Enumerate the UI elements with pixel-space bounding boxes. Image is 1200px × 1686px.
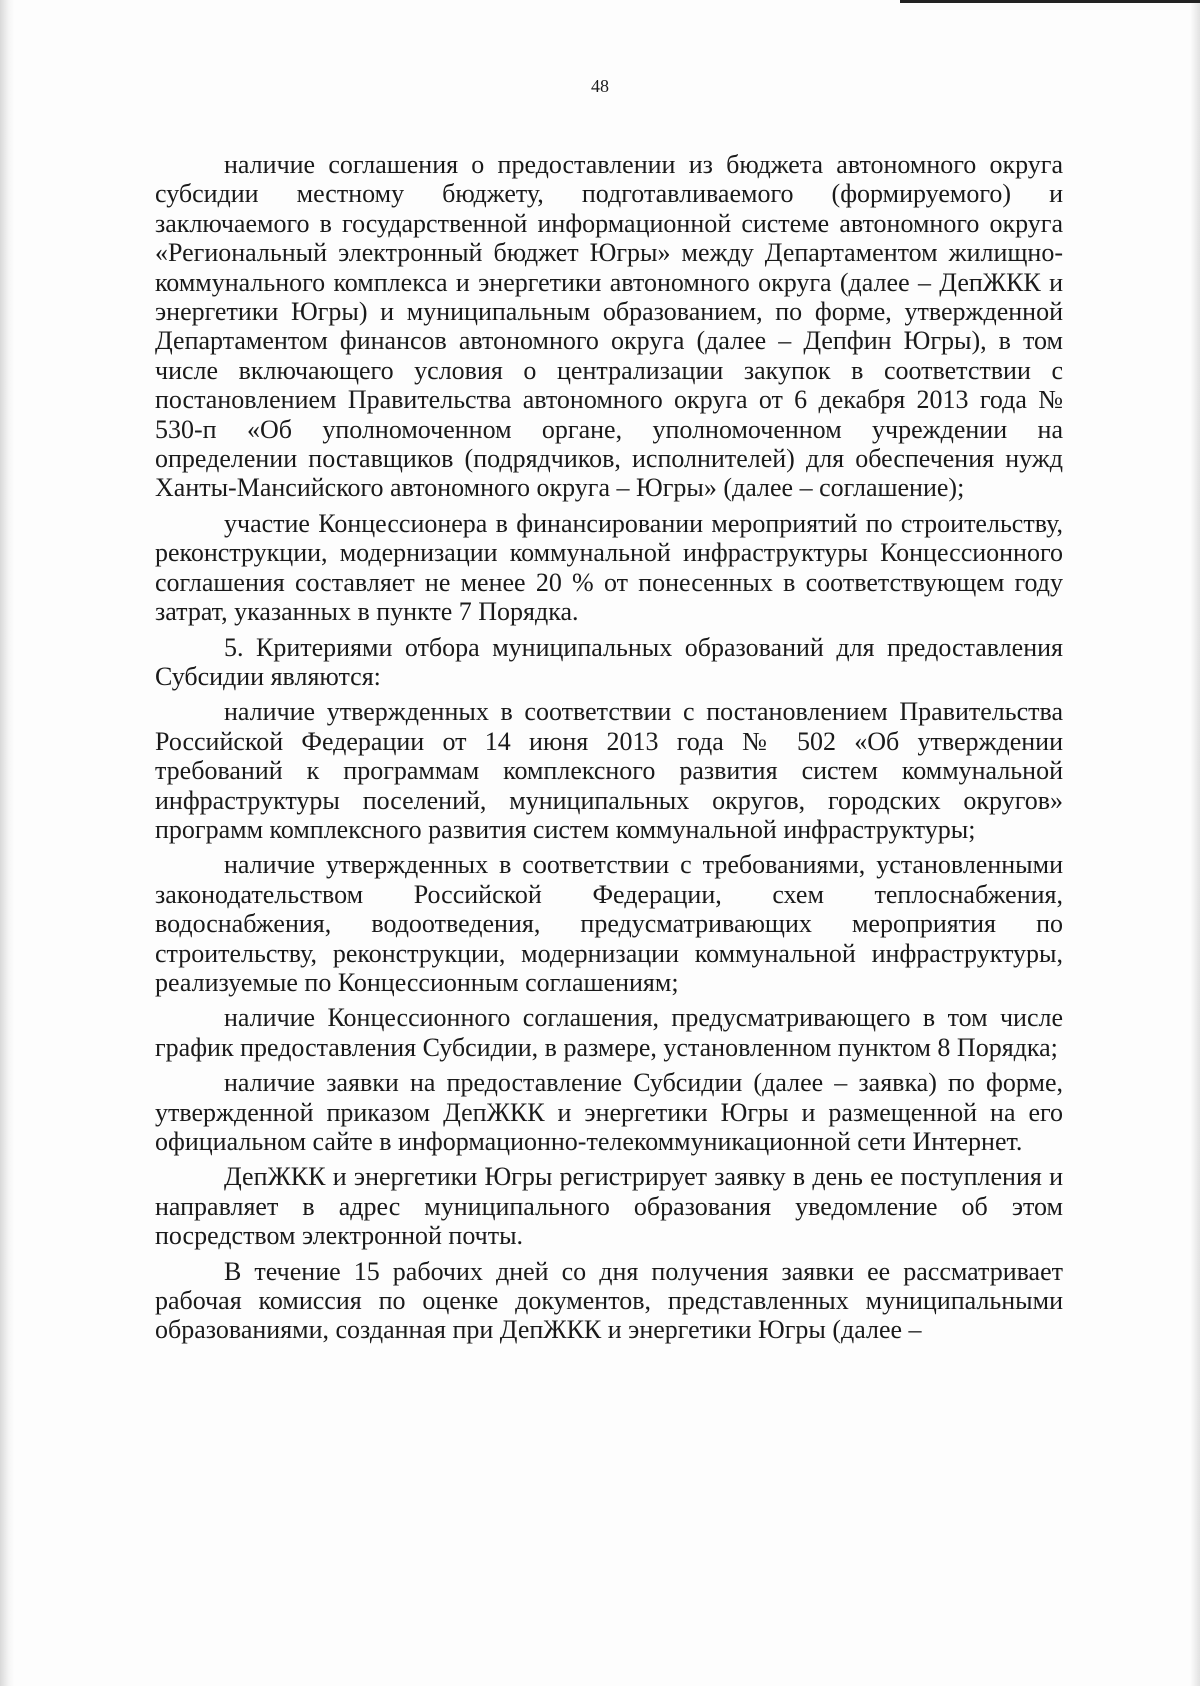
paragraph: участие Концессионера в финансировании мероприятий по строительству, реконструкции, модернизации коммунальной инфраструктуры Концессионного соглашения составляет не менее 20 % от понесенных в соответствующем году затрат, указанных в пункте 7 Порядка. bbox=[155, 508, 1063, 627]
paragraph: наличие заявки на предоставление Субсидии (далее – заявка) по форме, утвержденной приказом ДепЖКК и энергетики Югры и размещенной на его официальном сайте в информационно-телекоммуникационной сети Интернет. bbox=[155, 1068, 1063, 1156]
paragraph: наличие соглашения о предоставлении из бюджета автономного округа субсидии местному бюджету, подготавливаемого (формируемого) и заключаемого в государственной информационной системе автономного округа «Региональный электронный бюджет Югры» между Департаментом жилищно-коммунального комплекса и энергетики автономного округа (далее – ДепЖКК и энергетики Югры) и муниципальным образованием, по форме, утвержденной Департаментом финансов автономного округа (далее – Депфин Югры), в том числе включающего условия о централизации закупок в соответствии с постановлением Правительства автономного округа от 6 декабря 2013 года № 530-п «Об уполномоченном органе, уполномоченном учреждении на определении поставщиков (подрядчиков, исполнителей) для обеспечения нужд Ханты-Мансийского автономного округа – Югры» (далее – соглашение); bbox=[155, 150, 1063, 503]
paragraph: наличие утвержденных в соответствии с постановлением Правительства Российской Федерации от 14 июня 2013 года № 502 «Об утверждении требований к программам комплексного развития систем коммунальной инфраструктуры поселений, муниципальных округов, городских округов» программ комплексного развития систем коммунальной инфраструктуры; bbox=[155, 697, 1063, 844]
paragraph: наличие утвержденных в соответствии с требованиями, установленными законодательством Российской Федерации, схем теплоснабжения, водоснабжения, водоотведения, предусматривающих мероприятия по строительству, реконструкции, модернизации коммунальной инфраструктуры, реализуемые по Концессионным соглашениям; bbox=[155, 850, 1063, 997]
document-body bbox=[155, 150, 1063, 1351]
paragraph: наличие Концессионного соглашения, предусматривающего в том числе график предоставления Субсидии, в размере, установленном пунктом 8 Порядка; bbox=[155, 1003, 1063, 1062]
top-rule bbox=[900, 0, 1200, 3]
scan-edge-left bbox=[0, 0, 14, 1686]
scan-edge-right bbox=[1190, 0, 1200, 1686]
paragraph: В течение 15 рабочих дней со дня получения заявки ее рассматривает рабочая комиссия по оценке документов, представленных муниципальными образованиями, созданная при ДепЖКК и энергетики Югры (далее – bbox=[155, 1256, 1063, 1345]
paragraph: ДепЖКК и энергетики Югры регистрирует заявку в день ее поступления и направляет в адрес муниципального образования уведомление об этом посредством электронной почты. bbox=[155, 1162, 1063, 1251]
paragraph: 5. Критериями отбора муниципальных образований для предоставления Субсидии являются: bbox=[155, 632, 1063, 691]
page-number: 48 bbox=[591, 76, 609, 96]
